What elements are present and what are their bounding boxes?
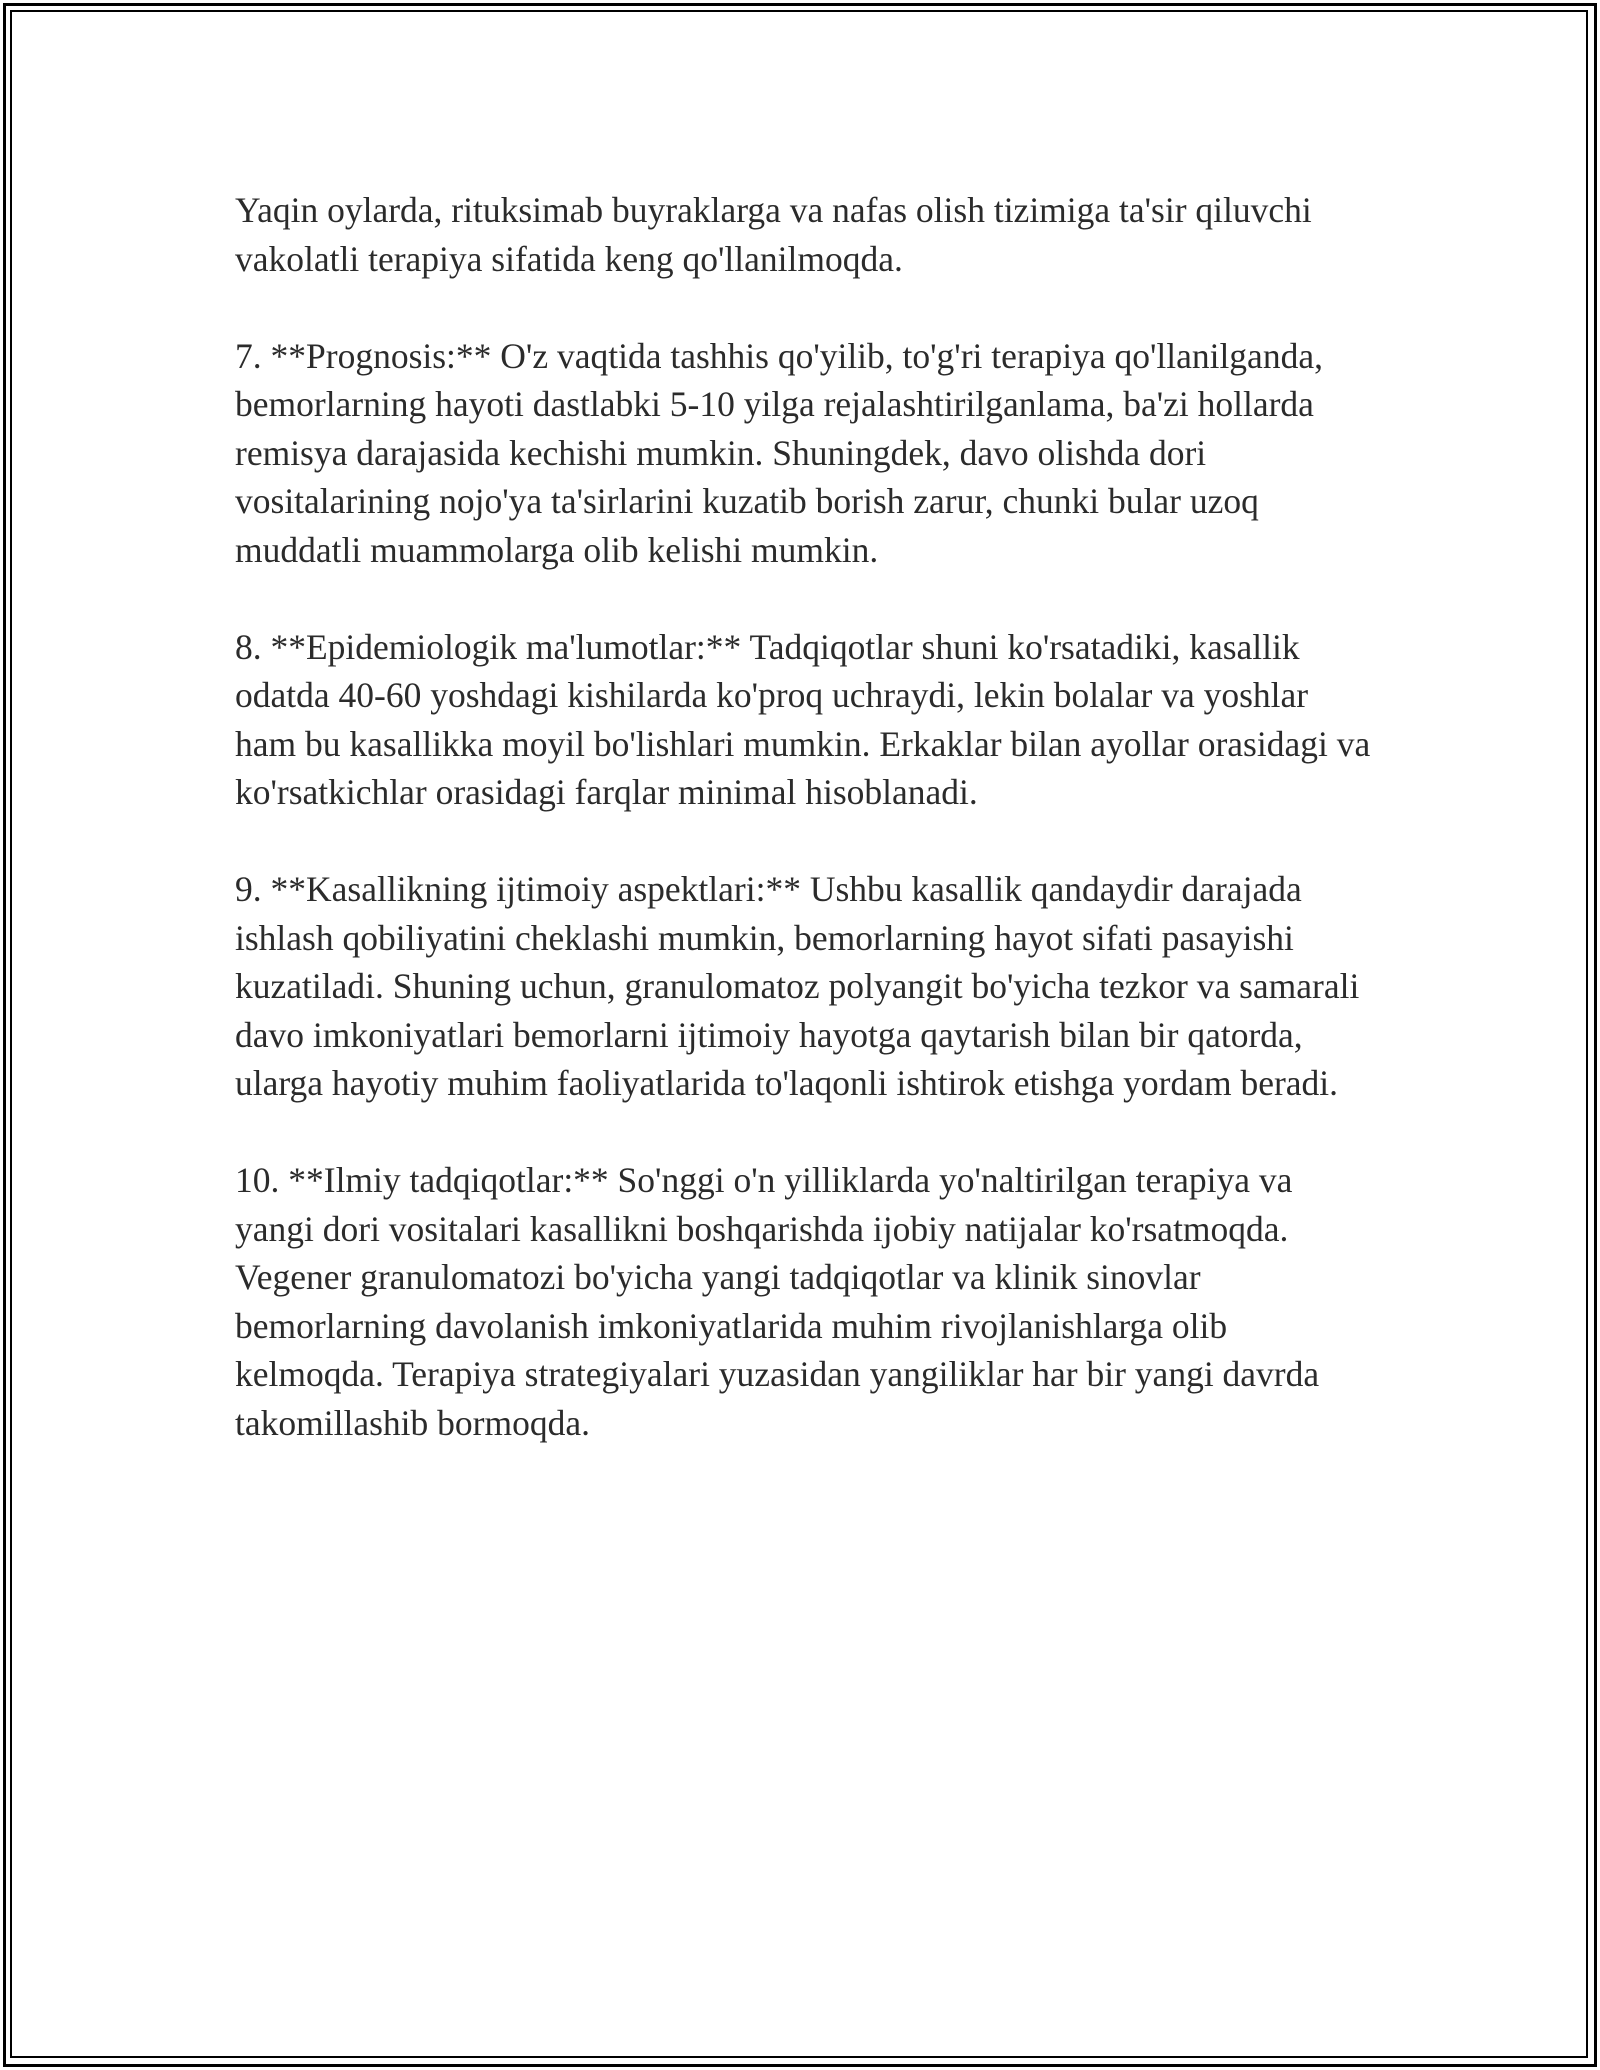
paragraph-epidemiology: 8. **Epidemiologik ma'lumotlar:** Tadqiqotlar shuni ko'rsatadiki, kasallik odatda 40-60 yoshdagi kishilarda ko'proq uchraydi, lekin bolalar va yoshlar ham bu kasallikka moyil bo'lishlari mumkin. Erkaklar bilan ayollar orasidagi va ko'rsatkichlar orasidagi farqlar minimal hisoblanadi. <box>235 626 1371 812</box>
paragraph-social-aspects: 9. **Kasallikning ijtimoiy aspektlari:** Ushbu kasallik qandaydir darajada ishlash qobiliyatini cheklashi mumkin, bemorlarning hayot sifati pasayishi kuzatiladi. Shuning uchun, granulomatoz polyangit bo'yicha tezkor va samarali davo imkoniyatlari bemorlarni ijtimoiy hayotga qaytarish bilan bir qatorda, ularga hayotiy muhim faoliyatlarida to'laqonli ishtirok etishga yordam beradi. <box>235 869 1360 1103</box>
paragraph-prognosis: 7. **Prognosis:** O'z vaqtida tashhis qo'yilib, to'g'ri terapiya qo'llanilganda, bemorlarning hayoti dastlabki 5-10 yilga rejalashtirilganlama, ba'zi hollarda remisya darajasida kechishi mumkin. Shuningdek, davo olishda dori vositalarining nojo'ya ta'sirlarini kuzatib borish zarur, chunki bular uzoq muddatli muammolarga olib kelishi mumkin. <box>235 335 1323 570</box>
paragraph-rituximab: Yaqin oylarda, rituksimab buyraklarga va nafas olish tizimiga ta'sir qiluvchi vakolatli terapiya sifatida keng qo'llanilmoqda. <box>235 190 1312 279</box>
paragraph-research: 10. **Ilmiy tadqiqotlar:** So'nggi o'n yilliklarda yo'naltirilgan terapiya va yangi dori vositalari kasallikni boshqarishda ijobiy natijalar ko'rsatmoqda. Vegener granulomatozi bo'yicha yangi tadqiqotlar va klinik sinovlar bemorlarning davolanish imkoniyatlarida muhim rivojlanishlarga olib kelmoqda. Terapiya strategiyalari yuzasidan yangiliklar har bir yangi davrda takomillashib bormoqda. <box>235 1160 1320 1443</box>
document-body <box>235 186 1375 1496</box>
